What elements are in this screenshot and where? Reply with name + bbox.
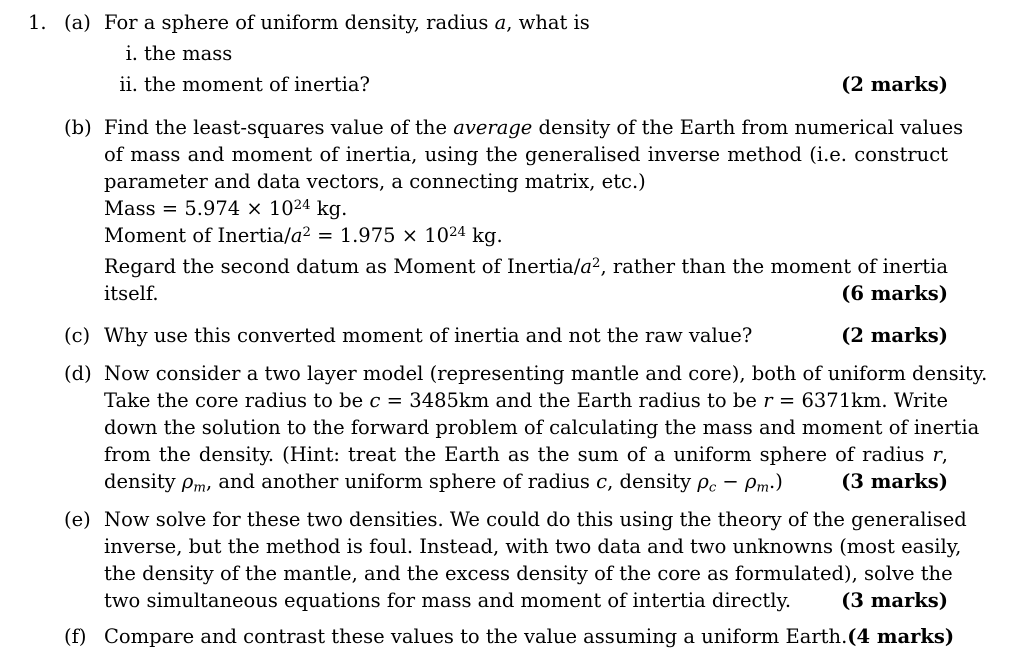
- part-c-marks: (2 marks): [841, 324, 948, 347]
- part-a-label: (a): [64, 11, 91, 34]
- part-e-line-1: Now solve for these two densities. We could do this using the theory of the generalised: [104, 508, 967, 531]
- part-d: [64, 360, 988, 496]
- part-e: [64, 506, 967, 614]
- part-a-intro: For a sphere of uniform density, radius a, what is: [104, 11, 590, 34]
- part-a: [64, 9, 948, 98]
- part-d-line-2: Take the core radius to be c = 3485km and the Earth radius to be r = 6371km. Write: [104, 389, 948, 412]
- part-e-line-4: two simultaneous equations for mass and moment of intertia directly.: [104, 589, 792, 612]
- part-b-last-row: [104, 280, 948, 307]
- part-b-regard-line-2: itself.: [104, 282, 159, 305]
- part-b-line-2: of mass and moment of inertia, using the generalised inverse method (i.e. construct: [104, 143, 948, 166]
- part-b-regard: Regard the second datum as Moment of Inertia/$a^2$, rather than the moment of inertia: [104, 255, 948, 278]
- part-b: [64, 114, 964, 307]
- question-number: 1.: [28, 11, 47, 34]
- part-e-line-2: inverse, but the method is foul. Instead, with two data and two unknowns (most easily,: [104, 535, 962, 558]
- part-f: [64, 623, 955, 650]
- part-d-last-row: [104, 468, 948, 495]
- part-c: [64, 322, 948, 349]
- part-f-text: Compare and contrast these values to the value assuming a uniform Earth.: [104, 625, 848, 648]
- part-c-label: (c): [64, 324, 91, 347]
- part-b-moment: Moment of Inertia/$a^2 = 1.975 \times 10^{24}$ kg.: [104, 224, 503, 247]
- part-b-line-1: Find the least-squares value of the average density of the Earth from numerical values: [104, 116, 964, 139]
- part-e-marks: (3 marks): [841, 589, 948, 612]
- part-d-line-1: Now consider a two layer model (representing mantle and core), both of uniform density.: [104, 362, 988, 385]
- part-f-label: (f): [64, 625, 87, 648]
- part-a-item-1: i. the mass: [125, 42, 233, 65]
- part-d-marks: (3 marks): [841, 470, 948, 493]
- part-b-mass: Mass = $5.974 \times 10^{24}$ kg.: [104, 197, 348, 220]
- part-d-line-4: from the density. (Hint: treat the Earth as the sum of a uniform sphere of radius r,: [104, 443, 948, 466]
- part-e-line-3: the density of the mantle, and the excess density of the core as formulated), solve the: [104, 562, 953, 585]
- part-d-label: (d): [64, 362, 92, 385]
- part-b-marks: (6 marks): [841, 282, 948, 305]
- part-e-label: (e): [64, 508, 91, 531]
- part-b-line-3: parameter and data vectors, a connecting matrix, etc.): [104, 170, 646, 193]
- part-d-line-5: density $\rho_m$, and another uniform sphere of radius c, density $\rho_c - \rho_m$.): [104, 470, 783, 496]
- part-b-label: (b): [64, 116, 92, 139]
- part-c-text: Why use this converted moment of inertia and not the raw value?: [104, 324, 753, 347]
- part-f-marks: (4 marks): [847, 625, 955, 648]
- part-d-line-3: down the solution to the forward problem of calculating the mass and moment of inertia: [104, 416, 980, 439]
- part-a-marks: (2 marks): [841, 73, 948, 96]
- part-a-item-2: ii. the moment of inertia? (2 marks): [119, 73, 948, 96]
- part-e-last-row: [104, 587, 948, 614]
